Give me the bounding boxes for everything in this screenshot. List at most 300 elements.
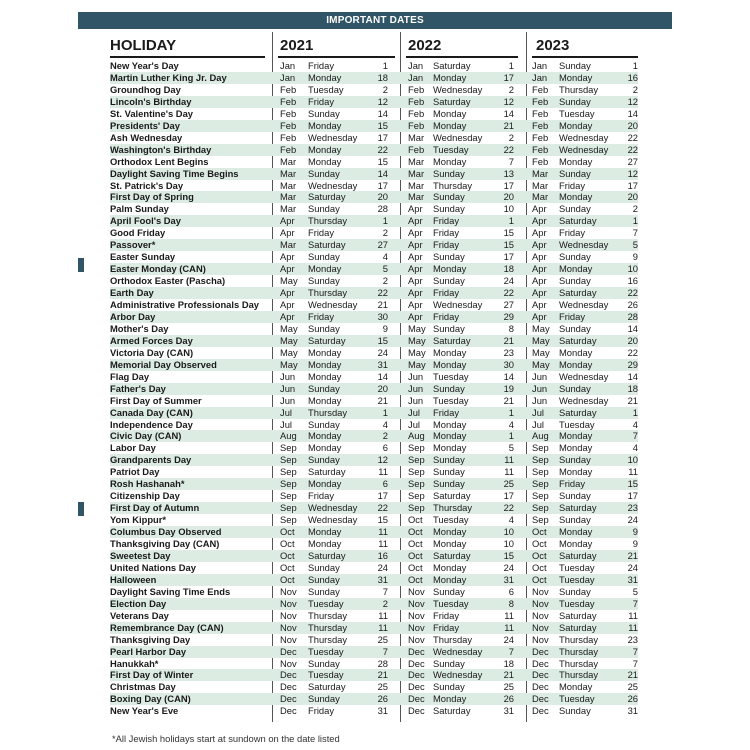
date-2023-weekday: Monday: [559, 191, 593, 203]
date-2021-month: Jan: [280, 71, 296, 83]
date-2022-weekday: Thursday: [433, 179, 473, 191]
date-2021-day-number: 14: [377, 370, 388, 382]
date-2021-day-number: 22: [377, 287, 388, 299]
date-2021-day-number: 16: [377, 549, 388, 561]
table-row: [110, 203, 638, 215]
date-2022-weekday: Saturday: [433, 705, 471, 717]
date-2023-weekday: Thursday: [559, 83, 599, 95]
date-2022-day-number: 22: [503, 502, 514, 514]
date-2022-weekday: Friday: [433, 406, 460, 418]
date-2022-weekday: Tuesday: [433, 597, 469, 609]
date-2022-day-number: 7: [508, 645, 514, 657]
date-2022-day-number: 26: [503, 693, 514, 705]
date-2023-month: Dec: [532, 681, 549, 693]
date-2022-day-number: 7: [508, 155, 514, 167]
date-2021-day-number: 31: [377, 573, 388, 585]
holiday-name: Passover*: [110, 239, 156, 251]
date-2022-day-number: 21: [503, 334, 514, 346]
date-2022-weekday: Thursday: [433, 502, 473, 514]
date-2022-month: Sep: [408, 478, 425, 490]
date-2023-month: Dec: [532, 645, 549, 657]
date-2023-day-number: 9: [632, 538, 638, 549]
date-2021-month: Nov: [280, 621, 297, 633]
date-2022-weekday: Monday: [433, 119, 467, 131]
date-2021-day-number: 26: [377, 693, 388, 705]
date-2021-day-number: 11: [378, 526, 388, 538]
table-row: [110, 407, 638, 419]
date-2023-month: Apr: [532, 287, 547, 299]
date-2021-day-number: 7: [382, 585, 388, 597]
date-2022-month: Apr: [408, 203, 423, 215]
holiday-name: Washington's Birthday: [110, 143, 212, 155]
date-2023-day-number: 31: [627, 705, 638, 717]
date-2021-weekday: Thursday: [308, 633, 348, 645]
date-2022-day-number: 11: [504, 621, 514, 633]
table-row: [110, 299, 638, 311]
date-2023-weekday: Sunday: [559, 60, 591, 71]
date-2023-month: Sep: [532, 442, 549, 454]
date-2023-day-number: 21: [627, 669, 638, 681]
date-2022-month: Dec: [408, 681, 425, 693]
date-2021-day-number: 9: [382, 322, 388, 334]
holiday-column-header: HOLIDAY: [110, 37, 177, 54]
holiday-name: Grandparents Day: [110, 454, 192, 466]
date-2022-month: Feb: [408, 143, 425, 155]
date-2022-month: May: [408, 358, 426, 370]
date-2022-day-number: 2: [508, 131, 514, 143]
date-2022-month: Jun: [408, 370, 424, 382]
date-2021-weekday: Tuesday: [308, 597, 344, 609]
table-row: [110, 120, 638, 132]
date-2022-month: Dec: [408, 693, 425, 705]
date-2023-weekday: Saturday: [559, 502, 597, 514]
holiday-name: Orthodox Lent Begins: [110, 155, 209, 167]
date-2022-weekday: Wednesday: [433, 83, 483, 95]
table-row: [110, 287, 638, 299]
table-row: [110, 263, 638, 275]
date-2021-day-number: 22: [377, 502, 388, 514]
date-2022-month: Jan: [408, 60, 424, 71]
date-2022-month: May: [408, 346, 426, 358]
date-2023-month: Oct: [532, 561, 547, 573]
table-row: [110, 681, 638, 693]
table-row: [110, 227, 638, 239]
date-2023-month: Sep: [532, 490, 549, 502]
date-2023-day-number: 7: [632, 657, 638, 669]
date-2023-month: May: [532, 322, 550, 334]
table-row: [110, 574, 638, 586]
date-2021-month: Apr: [280, 251, 295, 263]
table-row: [110, 191, 638, 203]
table-row: [110, 347, 638, 359]
date-2023-day-number: 23: [627, 633, 638, 645]
date-2023-day-number: 25: [627, 681, 638, 693]
table-row: [110, 610, 638, 622]
date-2023-weekday: Friday: [559, 478, 586, 490]
date-2021-weekday: Monday: [308, 370, 342, 382]
date-2022-weekday: Wednesday: [433, 645, 483, 657]
date-2022-month: Jun: [408, 394, 424, 406]
holiday-name: Easter Sunday: [110, 251, 176, 263]
date-2022-month: Dec: [408, 669, 425, 681]
date-2022-weekday: Sunday: [433, 454, 465, 466]
date-2023-month: Sep: [532, 478, 549, 490]
date-2021-month: Mar: [280, 167, 297, 179]
holiday-name: Daylight Saving Time Ends: [110, 585, 231, 597]
date-2022-month: Mar: [408, 155, 425, 167]
year-2021-header-rule: [278, 56, 395, 58]
holiday-name: Easter Monday (CAN): [110, 263, 206, 275]
holiday-name: Sweetest Day: [110, 549, 171, 561]
table-row: [110, 490, 638, 502]
date-2021-day-number: 2: [382, 227, 388, 239]
date-2021-day-number: 11: [378, 466, 388, 478]
date-2021-day-number: 12: [377, 454, 388, 466]
date-2021-day-number: 28: [377, 203, 388, 215]
date-2021-weekday: Saturday: [308, 466, 346, 478]
holiday-name: Patriot Day: [110, 466, 160, 478]
date-2021-weekday: Sunday: [308, 454, 340, 466]
date-2021-month: Feb: [280, 95, 297, 107]
date-2021-weekday: Tuesday: [308, 645, 344, 657]
date-2022-day-number: 6: [508, 585, 514, 597]
date-2022-weekday: Sunday: [433, 275, 465, 287]
table-row: [110, 514, 638, 526]
date-2021-weekday: Monday: [308, 119, 342, 131]
holiday-name: St. Valentine's Day: [110, 107, 193, 119]
date-2021-weekday: Monday: [308, 71, 342, 83]
holiday-name: Canada Day (CAN): [110, 406, 193, 418]
date-2021-month: Dec: [280, 693, 297, 705]
date-2022-weekday: Friday: [433, 287, 460, 299]
table-row: [110, 168, 638, 180]
date-2022-weekday: Monday: [433, 693, 467, 705]
date-2021-month: Jun: [280, 382, 296, 394]
holiday-name: Pearl Harbor Day: [110, 645, 187, 657]
date-2022-weekday: Friday: [433, 310, 460, 322]
date-2023-month: Nov: [532, 585, 549, 597]
date-2023-day-number: 9: [632, 526, 638, 538]
date-2023-month: Dec: [532, 669, 549, 681]
date-2023-day-number: 11: [628, 609, 638, 621]
date-2021-month: Mar: [280, 155, 297, 167]
holiday-name: Rosh Hashanah*: [110, 478, 185, 490]
date-2022-day-number: 24: [503, 275, 514, 287]
date-2023-day-number: 29: [627, 358, 638, 370]
date-2021-day-number: 20: [377, 191, 388, 203]
holiday-name: Good Friday: [110, 227, 166, 239]
date-2021-weekday: Sunday: [308, 167, 340, 179]
date-2023-weekday: Thursday: [559, 633, 599, 645]
date-2022-month: Apr: [408, 263, 423, 275]
date-2021-day-number: 1: [382, 406, 388, 418]
date-2021-month: Apr: [280, 227, 295, 239]
date-2023-weekday: Wednesday: [559, 299, 609, 310]
date-2021-day-number: 20: [377, 382, 388, 394]
holiday-name: Flag Day: [110, 370, 150, 382]
date-2022-weekday: Monday: [433, 346, 467, 358]
date-2022-weekday: Monday: [433, 442, 467, 454]
date-2023-month: Sep: [532, 454, 549, 466]
date-2023-weekday: Sunday: [559, 251, 591, 263]
date-2021-day-number: 25: [377, 681, 388, 693]
holiday-name: Election Day: [110, 597, 167, 609]
date-2021-day-number: 11: [378, 609, 388, 621]
date-2023-weekday: Friday: [559, 227, 586, 239]
date-2023-weekday: Monday: [559, 430, 593, 442]
date-2022-weekday: Wednesday: [433, 299, 483, 310]
table-row: [110, 693, 638, 705]
date-2021-weekday: Thursday: [308, 406, 348, 418]
date-2023-weekday: Monday: [559, 358, 593, 370]
date-2021-weekday: Sunday: [308, 585, 340, 597]
date-2023-month: Feb: [532, 131, 549, 143]
date-2023-day-number: 4: [632, 442, 638, 454]
date-2021-month: May: [280, 358, 298, 370]
date-2023-month: Apr: [532, 299, 547, 310]
date-2022-day-number: 24: [503, 633, 514, 645]
date-2022-day-number: 25: [503, 681, 514, 693]
table-row: [110, 383, 638, 395]
date-2022-month: Mar: [408, 179, 425, 191]
date-2023-weekday: Wednesday: [559, 131, 609, 143]
holiday-name: First Day of Winter: [110, 669, 194, 681]
footnote: *All Jewish holidays start at sundown on the date listed: [112, 733, 340, 744]
holiday-name: First Day of Summer: [110, 394, 202, 406]
table-row: [110, 586, 638, 598]
date-2023-day-number: 27: [627, 155, 638, 167]
date-2022-day-number: 1: [508, 430, 514, 442]
date-2021-weekday: Saturday: [308, 239, 346, 251]
date-2021-weekday: Friday: [308, 227, 335, 239]
holiday-name: St. Patrick's Day: [110, 179, 184, 191]
date-2021-day-number: 25: [377, 633, 388, 645]
date-2021-month: Jul: [280, 418, 292, 430]
table-row: [110, 538, 638, 550]
table-row: [110, 323, 638, 335]
date-2021-month: Oct: [280, 561, 295, 573]
date-2021-month: Nov: [280, 633, 297, 645]
date-2021-month: Mar: [280, 179, 297, 191]
date-2022-weekday: Sunday: [433, 203, 465, 215]
date-2021-month: Sep: [280, 466, 297, 478]
date-2023-day-number: 22: [627, 143, 638, 155]
table-row: [110, 430, 638, 442]
date-2021-day-number: 21: [377, 669, 388, 681]
date-2023-weekday: Monday: [559, 263, 593, 275]
date-2021-month: Dec: [280, 645, 297, 657]
date-2021-month: May: [280, 346, 298, 358]
date-2021-month: Sep: [280, 442, 297, 454]
date-2022-day-number: 8: [508, 597, 514, 609]
date-2023-weekday: Tuesday: [559, 573, 595, 585]
date-2022-day-number: 22: [503, 143, 514, 155]
date-2021-weekday: Thursday: [308, 287, 348, 299]
date-2023-weekday: Thursday: [559, 657, 599, 669]
date-2023-month: Oct: [532, 538, 547, 549]
date-2022-month: Feb: [408, 95, 425, 107]
date-2022-month: Jan: [408, 71, 424, 83]
date-2022-day-number: 10: [503, 538, 514, 549]
date-2021-month: Jan: [280, 60, 296, 71]
date-2021-weekday: Wednesday: [308, 514, 358, 526]
date-2022-month: Apr: [408, 299, 423, 310]
date-2021-month: Apr: [280, 299, 295, 310]
table-row: [110, 215, 638, 227]
date-2021-weekday: Sunday: [308, 657, 340, 669]
date-2023-weekday: Tuesday: [559, 418, 595, 430]
date-2023-month: Oct: [532, 573, 547, 585]
holiday-name: Thanksgiving Day (CAN): [110, 538, 220, 549]
holiday-name: New Year's Day: [110, 60, 179, 71]
date-2022-day-number: 21: [503, 119, 514, 131]
date-2022-day-number: 10: [503, 203, 514, 215]
date-2022-month: Feb: [408, 107, 425, 119]
date-2022-day-number: 10: [503, 526, 514, 538]
date-2022-weekday: Saturday: [433, 334, 471, 346]
date-2021-day-number: 12: [377, 95, 388, 107]
date-2021-weekday: Wednesday: [308, 179, 358, 191]
date-2021-weekday: Sunday: [308, 561, 340, 573]
date-2022-weekday: Thursday: [433, 633, 473, 645]
date-2021-day-number: 2: [382, 275, 388, 287]
date-2021-month: Oct: [280, 526, 295, 538]
date-2022-weekday: Monday: [433, 107, 467, 119]
date-2023-month: Nov: [532, 633, 549, 645]
table-row: [110, 156, 638, 168]
date-2022-month: Jul: [408, 418, 420, 430]
date-2023-weekday: Saturday: [559, 621, 597, 633]
date-2023-weekday: Monday: [559, 466, 593, 478]
date-2023-day-number: 20: [627, 191, 638, 203]
date-2022-weekday: Tuesday: [433, 143, 469, 155]
date-2022-month: Sep: [408, 490, 425, 502]
date-2022-day-number: 15: [503, 227, 514, 239]
date-2023-day-number: 14: [627, 370, 638, 382]
date-2021-weekday: Monday: [308, 155, 342, 167]
date-2023-month: Apr: [532, 227, 547, 239]
date-2022-month: Nov: [408, 633, 425, 645]
date-2022-weekday: Tuesday: [433, 394, 469, 406]
date-2023-weekday: Monday: [559, 71, 593, 83]
date-2021-weekday: Friday: [308, 60, 335, 71]
date-2022-weekday: Saturday: [433, 490, 471, 502]
date-2023-weekday: Wednesday: [559, 370, 609, 382]
date-2022-day-number: 11: [504, 466, 514, 478]
date-2023-month: Feb: [532, 107, 549, 119]
date-2021-weekday: Saturday: [308, 191, 346, 203]
date-2021-month: Nov: [280, 585, 297, 597]
date-2022-weekday: Sunday: [433, 191, 465, 203]
date-2022-weekday: Sunday: [433, 167, 465, 179]
date-2023-month: Nov: [532, 621, 549, 633]
date-2023-day-number: 1: [632, 60, 638, 71]
date-2021-day-number: 28: [377, 657, 388, 669]
date-2022-day-number: 17: [503, 71, 514, 83]
date-2021-weekday: Monday: [308, 358, 342, 370]
date-2023-month: Apr: [532, 310, 547, 322]
table-row: [110, 275, 638, 287]
date-2023-day-number: 5: [632, 239, 638, 251]
date-2023-day-number: 10: [627, 454, 638, 466]
date-2022-weekday: Sunday: [433, 466, 465, 478]
date-2023-month: Jun: [532, 370, 548, 382]
date-2021-month: Oct: [280, 538, 295, 549]
date-2021-weekday: Saturday: [308, 681, 346, 693]
holiday-name: Daylight Saving Time Begins: [110, 167, 239, 179]
date-2022-month: Oct: [408, 573, 423, 585]
date-2022-month: Apr: [408, 275, 423, 287]
date-2023-day-number: 24: [627, 514, 638, 526]
date-2021-day-number: 11: [378, 538, 388, 549]
date-2023-weekday: Wednesday: [559, 143, 609, 155]
date-2023-month: Apr: [532, 275, 547, 287]
holiday-name: Orthodox Easter (Pascha): [110, 275, 226, 287]
date-2023-day-number: 12: [627, 167, 638, 179]
date-2021-month: Oct: [280, 573, 295, 585]
date-2022-day-number: 18: [503, 657, 514, 669]
date-2023-day-number: 2: [632, 203, 638, 215]
date-2023-month: Jan: [532, 60, 548, 71]
date-2021-day-number: 7: [382, 645, 388, 657]
date-2022-month: Mar: [408, 131, 425, 143]
date-2023-weekday: Saturday: [559, 406, 597, 418]
date-2022-weekday: Friday: [433, 609, 460, 621]
date-2023-weekday: Sunday: [559, 585, 591, 597]
date-2023-day-number: 12: [627, 95, 638, 107]
date-2021-month: Feb: [280, 107, 297, 119]
date-2022-day-number: 1: [508, 215, 514, 227]
holiday-name: Victoria Day (CAN): [110, 346, 194, 358]
date-2021-day-number: 27: [377, 239, 388, 251]
date-2023-weekday: Saturday: [559, 334, 597, 346]
year-2022-header: 2022: [408, 37, 442, 54]
date-2021-month: Nov: [280, 609, 297, 621]
date-2022-day-number: 2: [508, 83, 514, 95]
date-2022-day-number: 13: [503, 167, 514, 179]
date-2023-month: Apr: [532, 239, 547, 251]
date-2023-weekday: Sunday: [559, 454, 591, 466]
date-2023-month: Oct: [532, 526, 547, 538]
date-2022-day-number: 19: [503, 382, 514, 394]
table-row: [110, 311, 638, 323]
date-2023-weekday: Saturday: [559, 287, 597, 299]
date-2023-day-number: 26: [627, 299, 638, 310]
date-2021-month: Sep: [280, 478, 297, 490]
date-2021-month: May: [280, 334, 298, 346]
date-2021-month: Dec: [280, 681, 297, 693]
holiday-name: Mother's Day: [110, 322, 169, 334]
date-2023-month: Jul: [532, 418, 544, 430]
date-2022-weekday: Tuesday: [433, 514, 469, 526]
date-2023-weekday: Thursday: [559, 669, 599, 681]
year-2022-header-rule: [406, 56, 518, 58]
table-row: [110, 96, 638, 108]
date-2023-month: Mar: [532, 191, 549, 203]
date-2021-day-number: 15: [377, 514, 388, 526]
date-2023-weekday: Saturday: [559, 549, 597, 561]
date-2022-weekday: Sunday: [433, 251, 465, 263]
holiday-name: Hanukkah*: [110, 657, 159, 669]
date-2022-day-number: 21: [503, 669, 514, 681]
date-2022-day-number: 8: [508, 322, 514, 334]
holiday-name: Labor Day: [110, 442, 156, 454]
date-2021-month: Feb: [280, 143, 297, 155]
date-2021-month: Apr: [280, 215, 295, 227]
year-2023-header-rule: [532, 56, 638, 58]
date-2021-day-number: 1: [382, 215, 388, 227]
date-2022-weekday: Sunday: [433, 681, 465, 693]
